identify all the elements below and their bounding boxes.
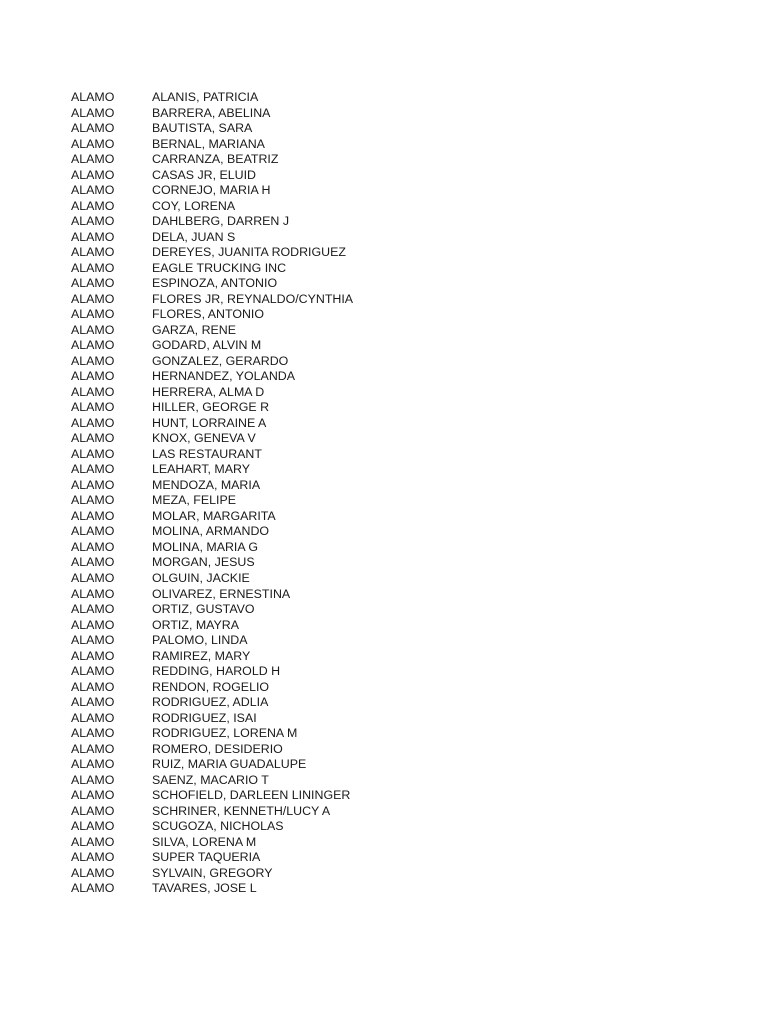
list-item [71, 90, 731, 106]
name-cell: MOLINA, MARIA G [152, 539, 259, 554]
name-cell: LAS RESTAURANT [152, 446, 262, 461]
name-cell: RODRIGUEZ, ADLIA [152, 695, 269, 710]
list-item [71, 416, 731, 432]
list-item [71, 307, 731, 323]
list-item [71, 742, 731, 758]
name-cell: RODRIGUEZ, ISAI [152, 710, 257, 725]
name-cell: MORGAN, JESUS [152, 555, 255, 570]
name-cell: TAVARES, JOSE L [152, 881, 257, 896]
name-cell: FLORES, ANTONIO [152, 307, 264, 322]
name-cell: ORTIZ, MAYRA [152, 617, 239, 632]
city-cell: ALAMO [71, 850, 115, 865]
name-cell: GARZA, RENE [152, 322, 236, 337]
list-item [71, 695, 731, 711]
list-item [71, 323, 731, 339]
city-cell: ALAMO [71, 741, 115, 756]
name-cell: DEREYES, JUANITA RODRIGUEZ [152, 245, 346, 260]
city-cell: ALAMO [71, 508, 115, 523]
list-item [71, 788, 731, 804]
city-cell: ALAMO [71, 260, 115, 275]
city-cell: ALAMO [71, 664, 115, 679]
list-item [71, 354, 731, 370]
city-cell: ALAMO [71, 865, 115, 880]
name-cell: SCHRINER, KENNETH/LUCY A [152, 803, 331, 818]
name-cell: BERNAL, MARIANA [152, 136, 265, 151]
list-item [71, 850, 731, 866]
city-cell: ALAMO [71, 710, 115, 725]
name-cell: ALANIS, PATRICIA [152, 90, 259, 104]
list-item [71, 478, 731, 494]
list-item [71, 493, 731, 509]
city-cell: ALAMO [71, 493, 115, 508]
list-item [71, 369, 731, 385]
city-cell: ALAMO [71, 167, 115, 182]
list-item [71, 726, 731, 742]
name-cell: ESPINOZA, ANTONIO [152, 276, 278, 291]
city-cell: ALAMO [71, 90, 115, 104]
city-cell: ALAMO [71, 834, 115, 849]
list-item [71, 602, 731, 618]
name-cell: COY, LORENA [152, 198, 236, 213]
name-cell: FLORES JR, REYNALDO/CYNTHIA [152, 291, 354, 306]
record-list [71, 90, 731, 897]
city-cell: ALAMO [71, 524, 115, 539]
list-item [71, 276, 731, 292]
city-cell: ALAMO [71, 555, 115, 570]
city-cell: ALAMO [71, 384, 115, 399]
city-cell: ALAMO [71, 446, 115, 461]
list-item [71, 338, 731, 354]
city-cell: ALAMO [71, 570, 115, 585]
name-cell: SCUGOZA, NICHOLAS [152, 819, 284, 834]
name-cell: RAMIREZ, MARY [152, 648, 251, 663]
list-item [71, 819, 731, 835]
city-cell: ALAMO [71, 353, 115, 368]
city-cell: ALAMO [71, 788, 115, 803]
list-item [71, 462, 731, 478]
city-cell: ALAMO [71, 881, 115, 896]
city-cell: ALAMO [71, 648, 115, 663]
list-item [71, 587, 731, 603]
list-item [71, 245, 731, 261]
city-cell: ALAMO [71, 307, 115, 322]
city-cell: ALAMO [71, 400, 115, 415]
name-cell: SUPER TAQUERIA [152, 850, 261, 865]
city-cell: ALAMO [71, 322, 115, 337]
list-item [71, 214, 731, 230]
city-cell: ALAMO [71, 276, 115, 291]
city-cell: ALAMO [71, 633, 115, 648]
list-item [71, 804, 731, 820]
name-cell: REDDING, HAROLD H [152, 664, 281, 679]
name-cell: MEZA, FELIPE [152, 493, 236, 508]
name-cell: OLGUIN, JACKIE [152, 570, 250, 585]
city-cell: ALAMO [71, 214, 115, 229]
list-item [71, 168, 731, 184]
list-item [71, 524, 731, 540]
city-cell: ALAMO [71, 539, 115, 554]
name-cell: EAGLE TRUCKING INC [152, 260, 287, 275]
name-cell: KNOX, GENEVA V [152, 431, 256, 446]
list-item [71, 881, 731, 897]
city-cell: ALAMO [71, 369, 115, 384]
list-item [71, 540, 731, 556]
city-cell: ALAMO [71, 679, 115, 694]
list-item [71, 571, 731, 587]
list-item [71, 773, 731, 789]
name-cell: MENDOZA, MARIA [152, 477, 261, 492]
city-cell: ALAMO [71, 757, 115, 772]
list-item [71, 680, 731, 696]
name-cell: MOLINA, ARMANDO [152, 524, 270, 539]
city-cell: ALAMO [71, 477, 115, 492]
city-cell: ALAMO [71, 695, 115, 710]
list-item [71, 183, 731, 199]
list-item [71, 664, 731, 680]
name-cell: HERRERA, ALMA D [152, 384, 265, 399]
name-cell: RUIZ, MARIA GUADALUPE [152, 757, 307, 772]
name-cell: BAUTISTA, SARA [152, 121, 253, 136]
name-cell: DAHLBERG, DARREN J [152, 214, 290, 229]
list-item [71, 261, 731, 277]
name-cell: ROMERO, DESIDERIO [152, 741, 283, 756]
city-cell: ALAMO [71, 229, 115, 244]
city-cell: ALAMO [71, 338, 115, 353]
city-cell: ALAMO [71, 431, 115, 446]
name-cell: SILVA, LORENA M [152, 834, 257, 849]
name-cell: OLIVAREZ, ERNESTINA [152, 586, 291, 601]
name-cell: SCHOFIELD, DARLEEN LININGER [152, 788, 351, 803]
name-cell: HILLER, GEORGE R [152, 400, 270, 415]
list-item [71, 757, 731, 773]
list-item [71, 866, 731, 882]
name-cell: DELA, JUAN S [152, 229, 236, 244]
name-cell: LEAHART, MARY [152, 462, 251, 477]
name-cell: HERNANDEZ, YOLANDA [152, 369, 295, 384]
city-cell: ALAMO [71, 183, 115, 198]
city-cell: ALAMO [71, 291, 115, 306]
name-cell: PALOMO, LINDA [152, 633, 248, 648]
name-cell: HUNT, LORRAINE A [152, 415, 267, 430]
list-item [71, 633, 731, 649]
name-cell: ORTIZ, GUSTAVO [152, 602, 255, 617]
city-cell: ALAMO [71, 726, 115, 741]
name-cell: MOLAR, MARGARITA [152, 508, 276, 523]
list-item [71, 711, 731, 727]
name-cell: BARRERA, ABELINA [152, 105, 271, 120]
name-cell: GODARD, ALVIN M [152, 338, 262, 353]
city-cell: ALAMO [71, 772, 115, 787]
city-cell: ALAMO [71, 586, 115, 601]
name-cell: RODRIGUEZ, LORENA M [152, 726, 298, 741]
name-cell: SAENZ, MACARIO T [152, 772, 269, 787]
name-cell: CASAS JR, ELUID [152, 167, 256, 182]
list-item [71, 400, 731, 416]
list-item [71, 509, 731, 525]
list-item [71, 649, 731, 665]
city-cell: ALAMO [71, 245, 115, 260]
city-cell: ALAMO [71, 105, 115, 120]
name-cell: CARRANZA, BEATRIZ [152, 152, 279, 167]
name-cell: RENDON, ROGELIO [152, 679, 270, 694]
city-cell: ALAMO [71, 415, 115, 430]
list-item [71, 431, 731, 447]
list-item [71, 835, 731, 851]
list-item [71, 152, 731, 168]
list-item [71, 199, 731, 215]
city-cell: ALAMO [71, 803, 115, 818]
city-cell: ALAMO [71, 462, 115, 477]
city-cell: ALAMO [71, 121, 115, 136]
city-cell: ALAMO [71, 617, 115, 632]
list-item [71, 230, 731, 246]
list-item [71, 292, 731, 308]
name-cell: GONZALEZ, GERARDO [152, 353, 289, 368]
city-cell: ALAMO [71, 198, 115, 213]
list-item [71, 618, 731, 634]
name-cell: CORNEJO, MARIA H [152, 183, 271, 198]
city-cell: ALAMO [71, 136, 115, 151]
city-cell: ALAMO [71, 602, 115, 617]
city-cell: ALAMO [71, 152, 115, 167]
city-cell: ALAMO [71, 819, 115, 834]
list-item [71, 447, 731, 463]
list-item [71, 121, 731, 137]
list-item [71, 385, 731, 401]
list-item [71, 137, 731, 153]
name-cell: SYLVAIN, GREGORY [152, 865, 273, 880]
list-item [71, 555, 731, 571]
list-item [71, 106, 731, 122]
